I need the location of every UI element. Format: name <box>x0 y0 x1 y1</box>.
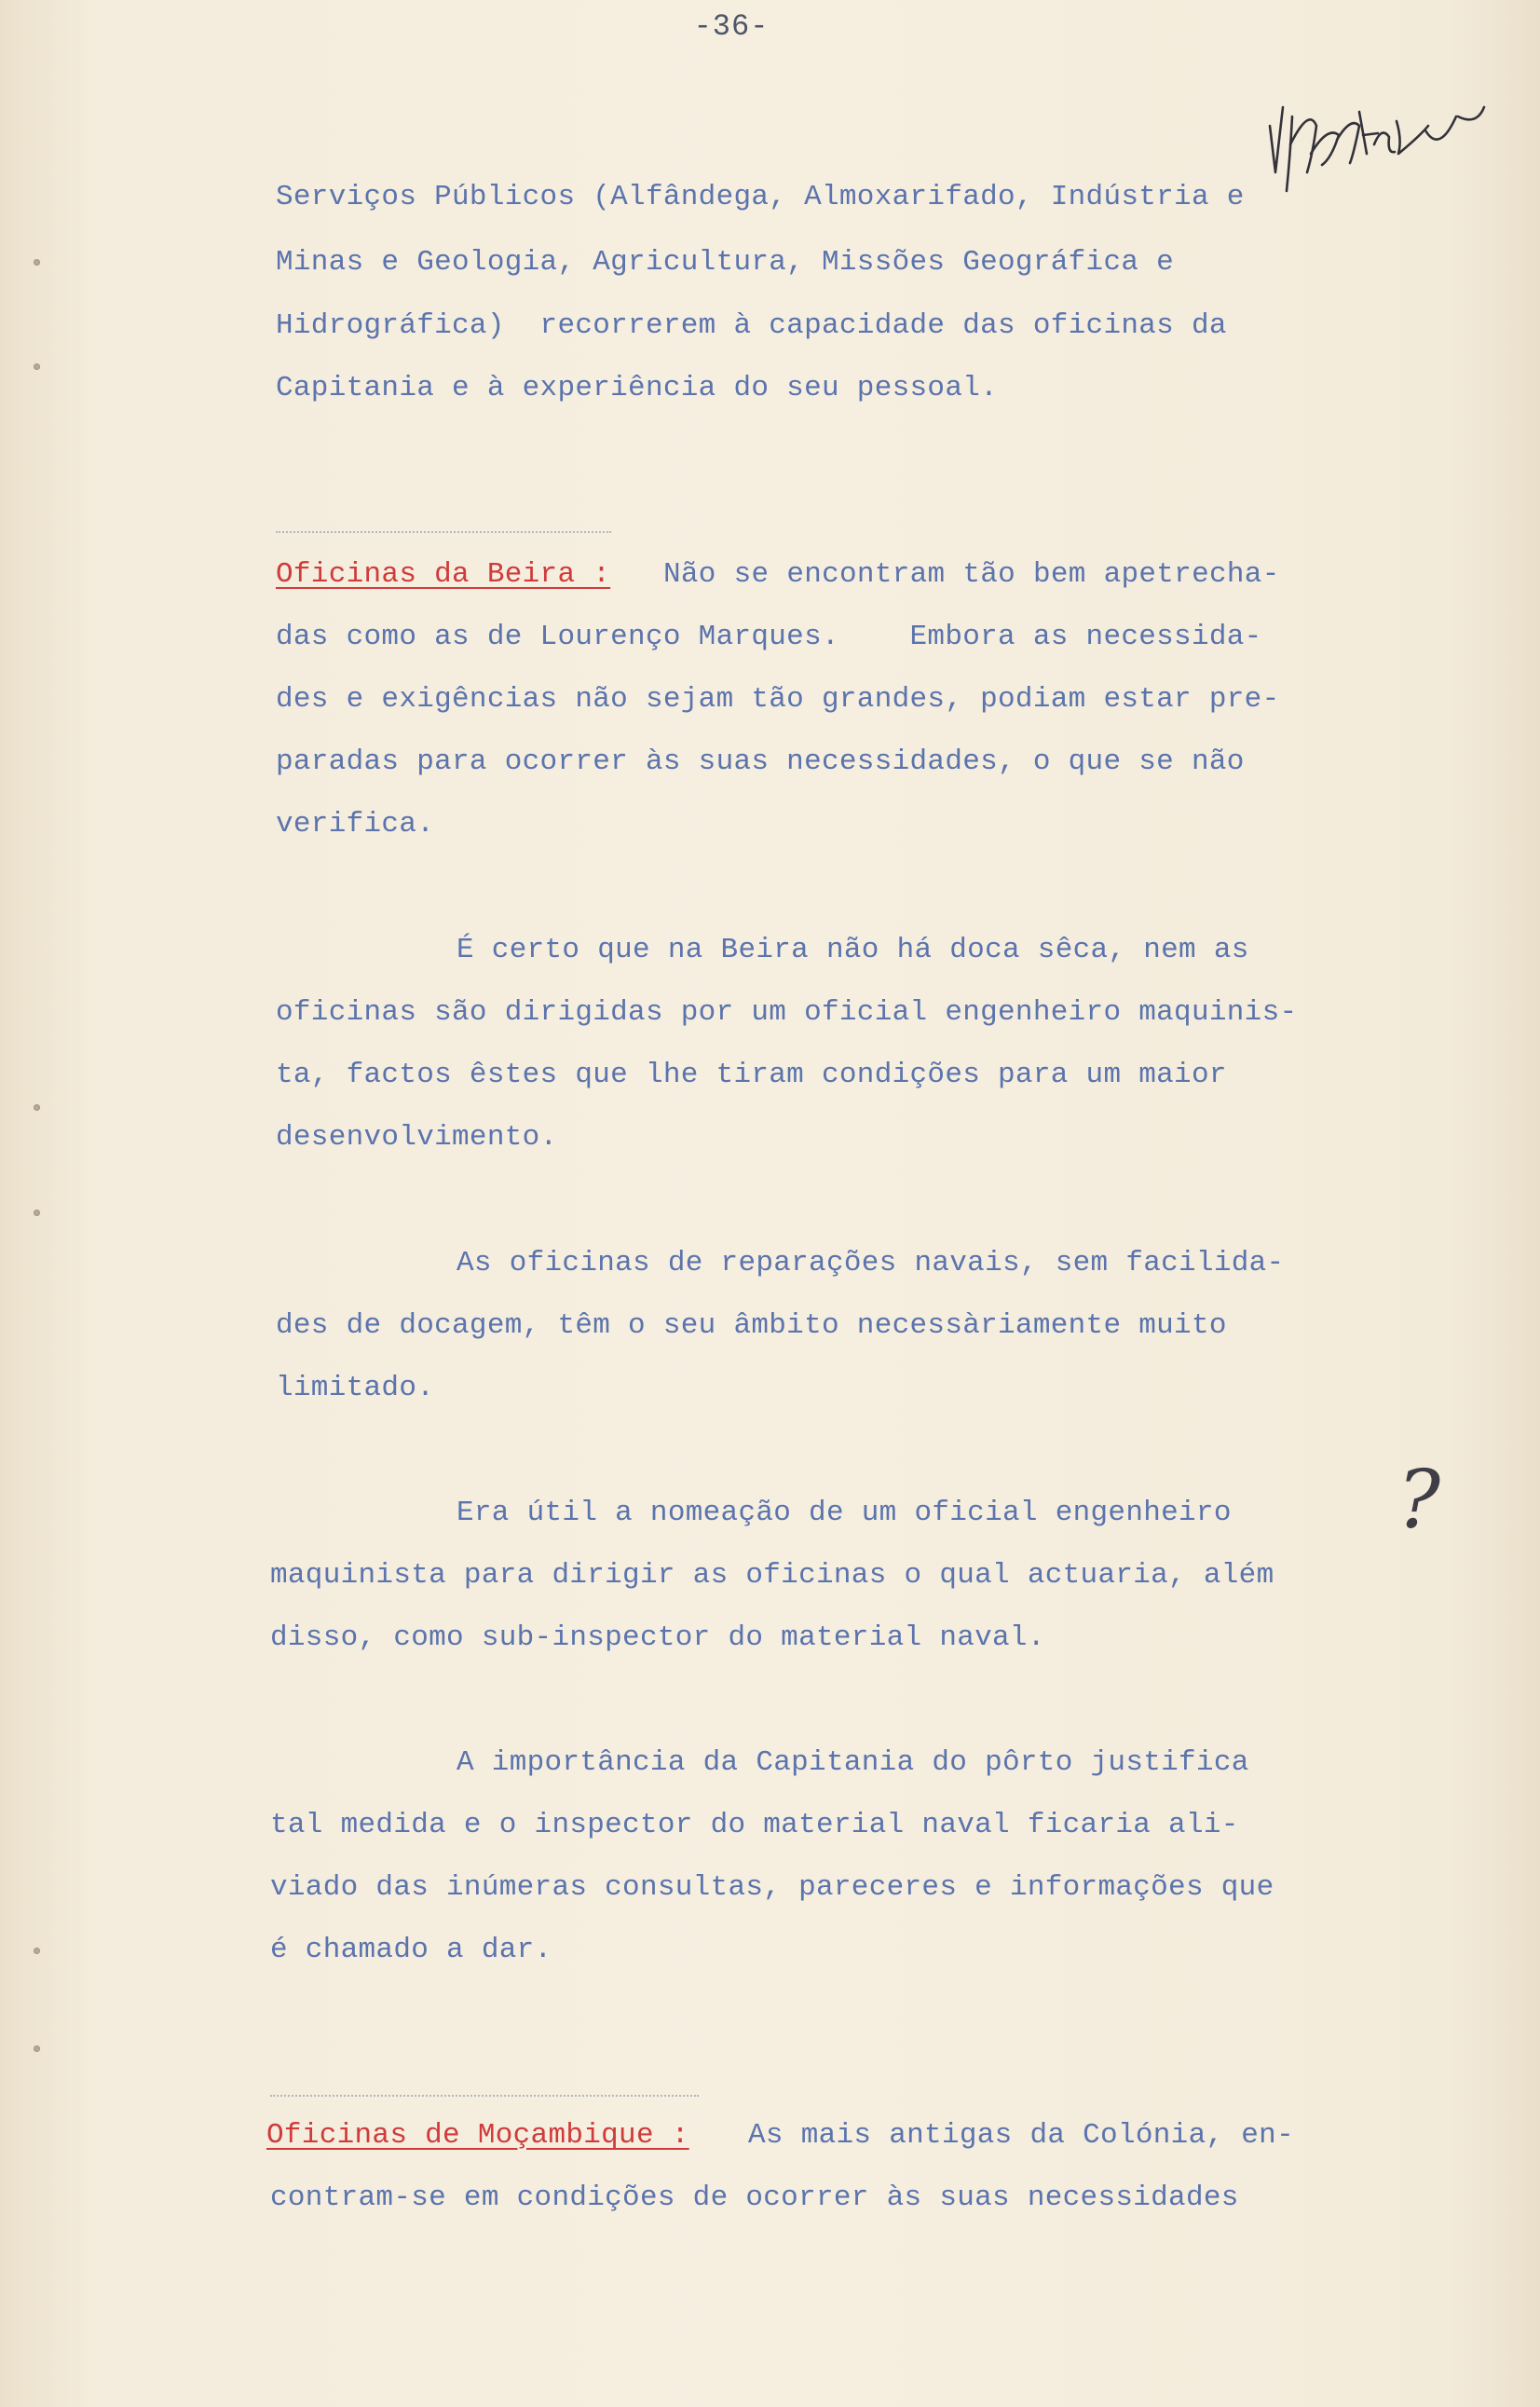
punch-hole <box>34 1948 40 1954</box>
text-line: Minas e Geologia, Agricultura, Missões Geográfica e <box>276 246 1175 279</box>
text-line: maquinista para dirigir as oficinas o qual actuaria, além <box>270 1559 1274 1592</box>
text-line: Hidrográfica) recorrerem à capacidade das oficinas da <box>276 309 1227 342</box>
punch-hole <box>34 1104 40 1111</box>
text-line: Serviços Públicos (Alfândega, Almoxarifado, Indústria e <box>276 181 1245 213</box>
text-line: contram-se em condições de ocorrer às suas necessidades <box>270 2181 1239 2214</box>
text-line: oficinas são dirigidas por um oficial engenheiro maquinis- <box>276 996 1298 1029</box>
text-line: des de docagem, têm o seu âmbito necessàriamente muito <box>276 1309 1227 1342</box>
handwritten-signature <box>1262 89 1495 200</box>
text-line: Capitania e à experiência do seu pessoal. <box>276 372 999 404</box>
text-line: As oficinas de reparações navais, sem facilida- <box>457 1247 1285 1279</box>
text-line: limitado. <box>276 1372 435 1404</box>
text-line: paradas para ocorrer às suas necessidades, o que se não <box>276 745 1245 778</box>
text-line: tal medida e o inspector do material naval ficaria ali- <box>270 1809 1239 1841</box>
text-line: É certo que na Beira não há doca sêca, nem as <box>457 934 1249 966</box>
text-line: verifica. <box>276 808 435 841</box>
text-line: A importância da Capitania do pôrto justifica <box>457 1746 1249 1779</box>
section-heading-beira: Oficinas da Beira : <box>276 558 611 591</box>
text-line: viado das inúmeras consultas, pareceres e informações que <box>270 1871 1274 1904</box>
punch-hole <box>34 363 40 370</box>
text-line: desenvolvimento. <box>276 1121 558 1154</box>
separator-line <box>270 2095 699 2097</box>
text-line: As mais antigas da Colónia, en- <box>748 2119 1294 2152</box>
separator-line <box>276 531 611 533</box>
punch-hole <box>34 259 40 266</box>
section-heading-mocambique: Oficinas de Moçambique : <box>266 2119 689 2152</box>
page-number: -36- <box>693 9 770 44</box>
text-line: Era útil a nomeação de um oficial engenheiro <box>457 1497 1232 1529</box>
text-line: Não se encontram tão bem apetrecha- <box>663 558 1280 591</box>
punch-hole <box>34 1210 40 1216</box>
text-line: das como as de Lourenço Marques. Embora as necessida- <box>276 621 1262 653</box>
text-line: disso, como sub-inspector do material naval. <box>270 1621 1045 1654</box>
text-line: é chamado a dar. <box>270 1934 552 1966</box>
text-line: des e exigências não sejam tão grandes, podiam estar pre- <box>276 683 1280 716</box>
punch-hole <box>34 2045 40 2052</box>
text-line: ta, factos êstes que lhe tiram condições para um maior <box>276 1059 1227 1091</box>
margin-note: ? <box>1397 1454 1441 1547</box>
